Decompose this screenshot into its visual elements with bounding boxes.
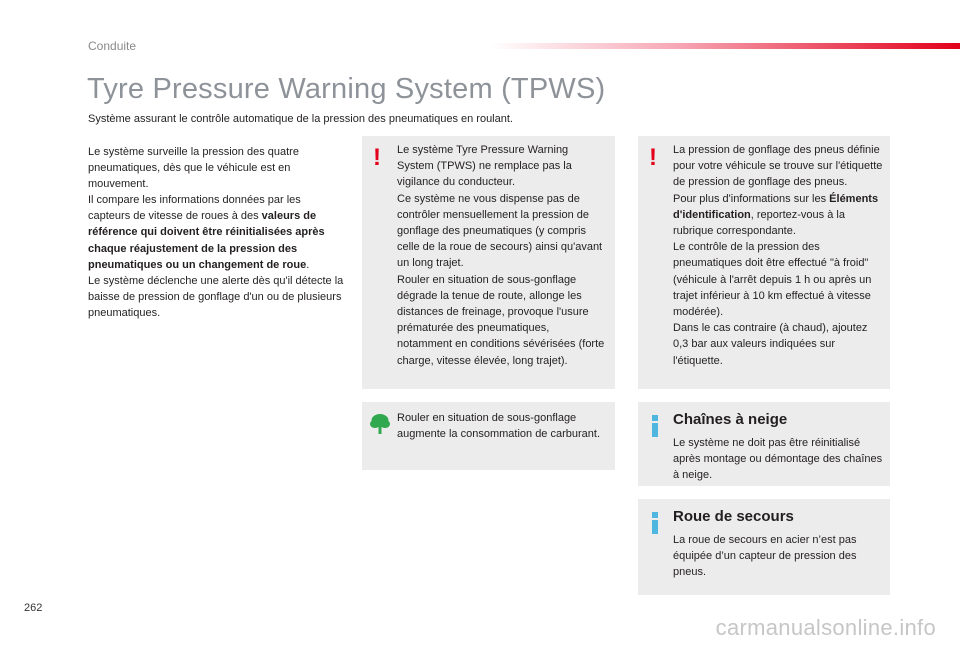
page-number: 262 [24, 602, 43, 614]
info-text: Le système ne doit pas être réinitialisé après montage ou démontage des chaînes à neige. [673, 437, 883, 482]
exclamation-warning-icon: ! [373, 144, 381, 171]
description-paragraph-1: Le système surveille la pression des quatre pneumatiques, dès que le véhicule est en mouvement. [88, 146, 299, 191]
page-title: Tyre Pressure Warning System (TPWS) [87, 73, 606, 105]
header-accent-bar [490, 43, 960, 49]
exclamation-warning-icon: ! [649, 144, 657, 171]
info-icon [652, 512, 658, 534]
warning-paragraph: Le contrôle de la pression des pneumatiques doit être effectué "à froid" (véhicule à l'arrêt depuis 1 h ou après un trajet inférieur à 10 km effectué à vitesse modérée). [673, 241, 872, 319]
description-text: . [306, 258, 310, 271]
info-box-snow-chains [638, 402, 890, 486]
eco-box [362, 402, 615, 470]
intro-text: Système assurant le contrôle automatique de la pression des pneumatiques en roulant. [88, 113, 513, 125]
warning-box-tpws [362, 136, 615, 389]
info-text: La roue de secours en acier n’est pas équipée d’un capteur de pression des pneus. [673, 534, 857, 579]
warning-emphasis: Éléments d'identification [673, 192, 879, 221]
description-paragraph-2 [88, 192, 344, 272]
info-heading: Roue de secours [673, 508, 794, 525]
description-column [88, 144, 344, 321]
warning-paragraph: Rouler en situation de sous-gonflage dégrade la tenue de route, allonge les distances de freinage, provoque l'usure prématurée des pneumatiques, notamment en conditions sévérisées (forte charge, vitesse élevée, long trajet). [397, 273, 605, 367]
warning-text: Pour plus d'informations sur les [673, 192, 830, 205]
info-icon [652, 415, 658, 437]
section-label: Conduite [88, 39, 137, 53]
eco-leaf-icon [369, 413, 391, 435]
warning-paragraph: Ce système ne vous dispense pas de contrôler mensuellement la pression de gonflage des pneumatiques (y compris celle de la roue de secours) ainsi qu'avant un long trajet. [397, 192, 603, 270]
warning-text: , reportez-vous à la rubrique correspondante. [673, 208, 845, 238]
watermark: carmanualsonline.info [715, 615, 936, 640]
description-text: Il compare les informations données par les capteurs de vitesse de roues à des [88, 194, 301, 223]
info-heading: Chaînes à neige [673, 411, 788, 428]
description-paragraph-3: Le système déclenche une alerte dès qu'il détecte la baisse de pression de gonflage d'un ou de plusieurs pneumatiques. [88, 274, 344, 319]
warning-paragraph: Le système Tyre Pressure Warning System (TPWS) ne remplace pas la vigilance du conducteur. [397, 144, 572, 189]
warning-paragraph: La pression de gonflage des pneus définie pour votre véhicule se trouve sur l'étiquette de pression de gonflage des pneus. [673, 144, 883, 189]
info-box-spare-wheel [638, 499, 890, 595]
description-emphasis: valeurs de référence qui doivent être réinitialisées après chaque réajustement de la pression des pneumatiques ou un changement de roue [88, 210, 325, 271]
warning-paragraph [673, 191, 884, 240]
warning-box-pressure [638, 136, 890, 389]
warning-paragraph: Dans le cas contraire (à chaud), ajoutez 0,3 bar aux valeurs indiquées sur l'étiquette. [673, 322, 868, 367]
eco-text: Rouler en situation de sous-gonflage augmente la consommation de carburant. [397, 412, 601, 441]
